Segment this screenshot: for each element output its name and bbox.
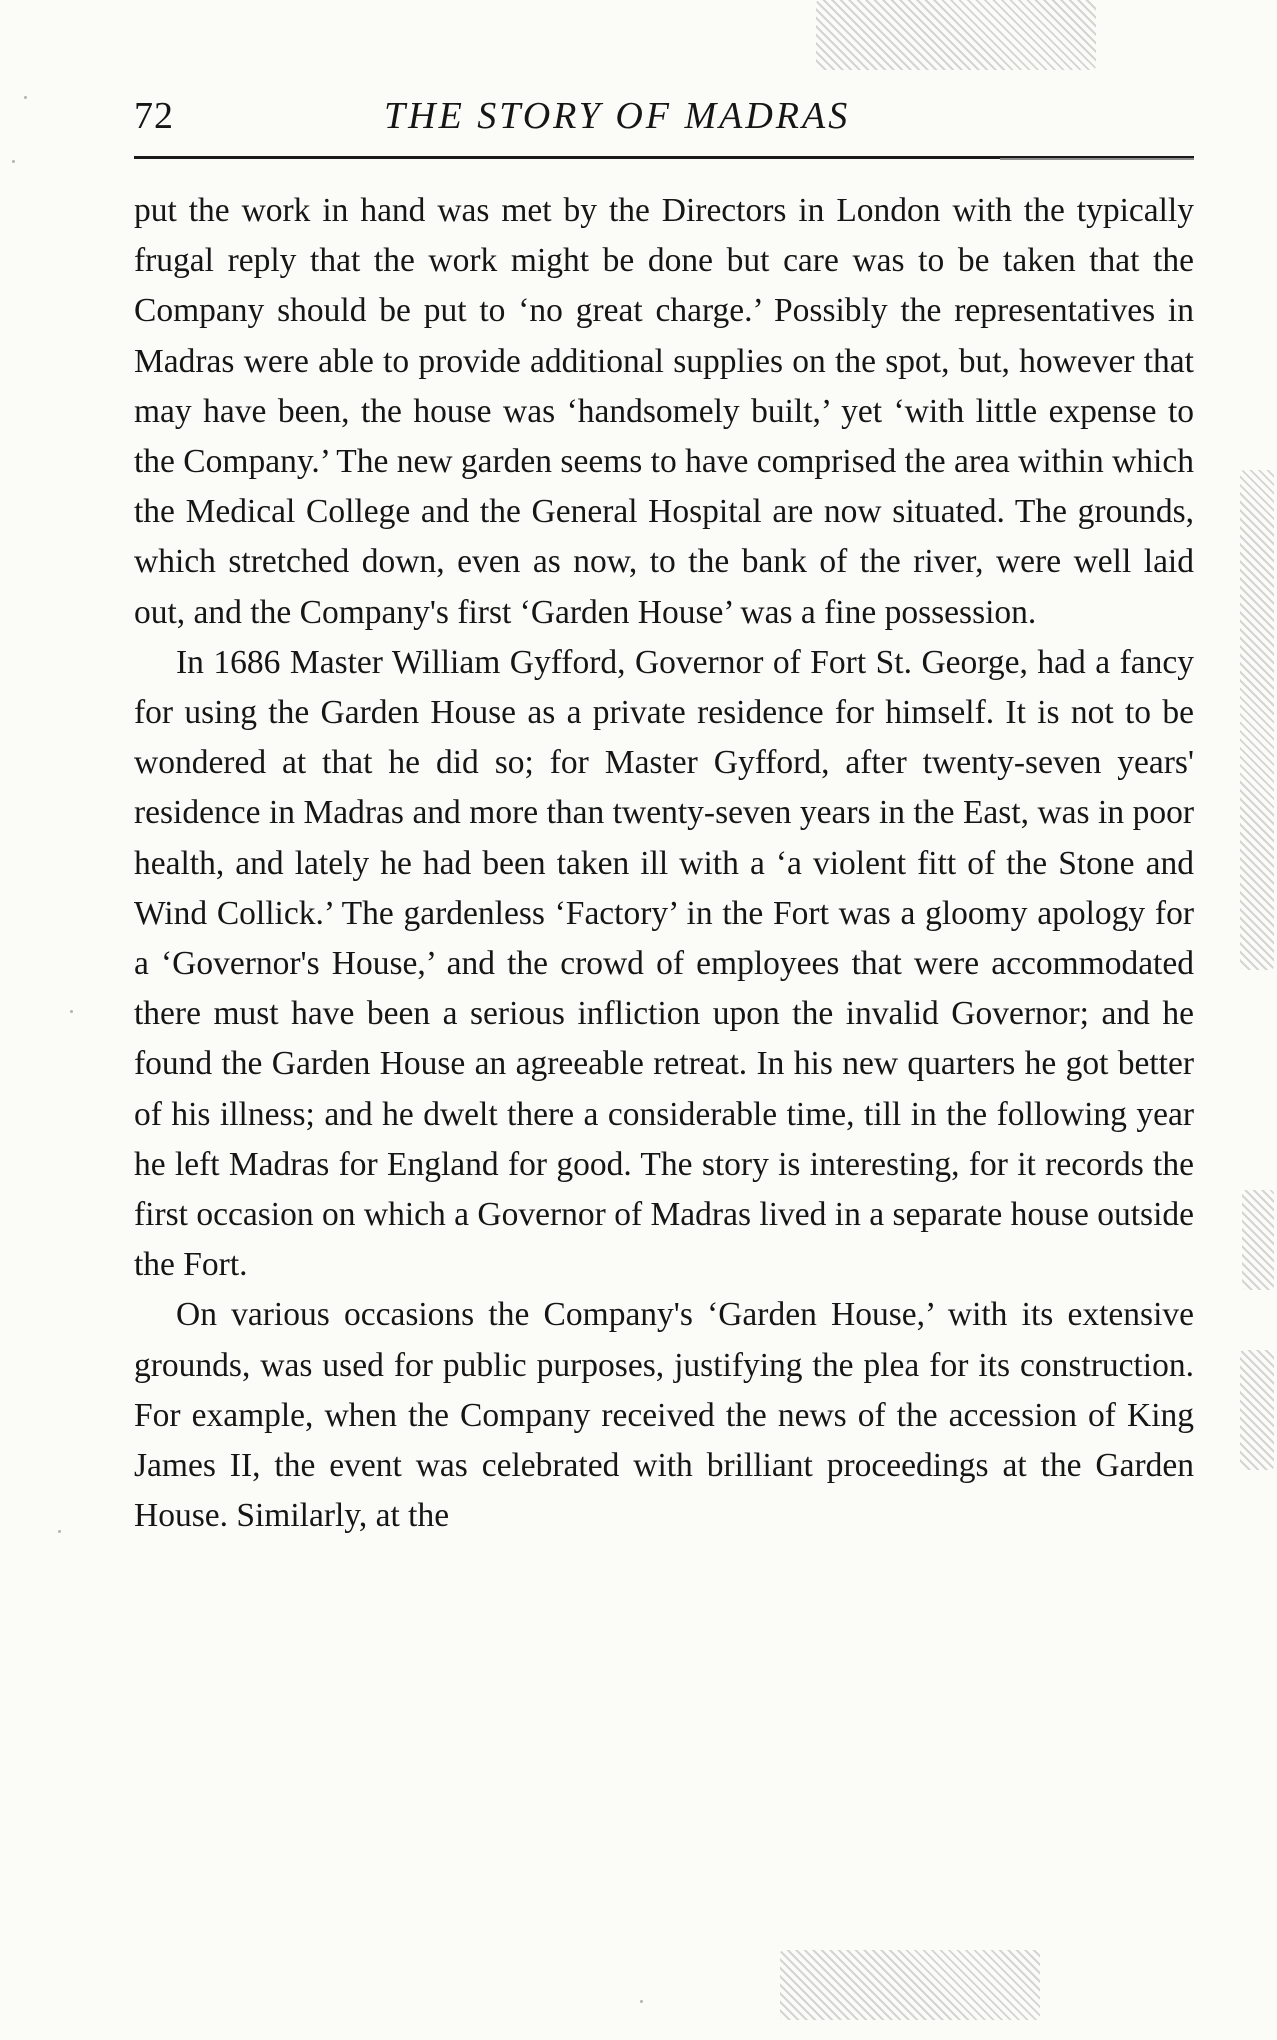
paragraph: On various occasions the Company's ‘Garden House,’ with its extensive grounds, was used for public purposes, justifying the plea for its construction. For example, when the Company received the news of the accession of King James II, the event was celebrated with brilliant proceedings at the Garden House. Similarly, at the	[134, 1296, 1194, 1535]
scan-speck	[24, 96, 27, 99]
scan-speck	[70, 1010, 73, 1013]
page-number: 72	[134, 95, 174, 137]
scan-artifact-bottom	[780, 1950, 1040, 2020]
scan-artifact-right-edge	[1240, 470, 1274, 970]
paragraph: In 1686 Master William Gyfford, Governor of Fort St. George, had a fancy for using the Garden House as a private residence for himself. It is not to be wondered at that he did so; for Master Gyfford, after twenty-seven years' residence in Madras and more than twenty-seven years in the East, was in poor health, and lately he had been taken ill with a ‘a violent fitt of the Stone and Wind Collick.’ The gardenless ‘Factory’ in the Fort was a gloomy apology for a ‘Governor's House,’ and the crowd of employees that were accommodated there must have been a serious infliction upon the invalid Governor; and he found the Garden House an agreeable retreat. In his new quarters he got better of his illness; and he dwelt there a considerable time, till in the following year he left Madras for England for good. The story is interesting, for it records the first occasion on which a Governor of Madras lived in a separate house outside the Fort.	[134, 643, 1194, 1284]
header-rule-faint	[1000, 158, 1194, 160]
scan-artifact-right-edge	[1240, 1350, 1274, 1470]
scan-artifact-top	[816, 0, 1096, 70]
scan-speck	[58, 1530, 61, 1533]
body-text	[134, 186, 1194, 1541]
paragraph: put the work in hand was met by the Directors in London with the typically frugal reply that the work might be done but care was to be taken that the Company should be put to ‘no great charge.’ Possibly the representatives in Madras were able to provide additional supplies on the spot, but, however that may have been, the house was ‘handsomely built,’ yet ‘with little expense to the Company.’ The new garden seems to have comprised the area within which the Medical College and the General Hospital are now situated. The grounds, which stretched down, even as now, to the bank of the river, were well laid out, and the Company's first ‘Garden House’ was a fine possession.	[134, 192, 1194, 631]
running-title: THE STORY OF MADRAS	[384, 95, 851, 137]
scan-speck	[640, 2000, 643, 2003]
page-header	[134, 88, 1194, 148]
scan-speck	[12, 160, 15, 163]
scan-artifact-right-edge	[1242, 1190, 1274, 1290]
